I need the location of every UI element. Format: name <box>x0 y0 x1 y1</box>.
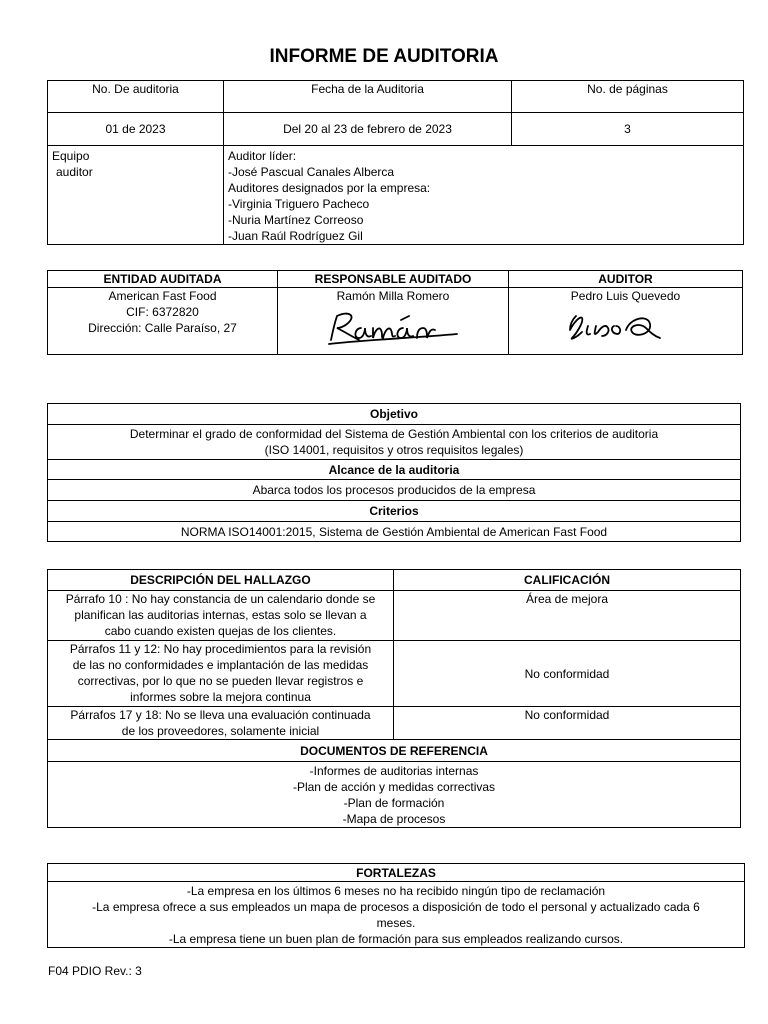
scope-text: Abarca todos los procesos producidos de la empresa <box>48 480 741 501</box>
description-header: DESCRIPCIÓN DEL HALLAZGO <box>48 570 394 591</box>
entity-table <box>47 270 743 355</box>
entity-line: Dirección: Calle Paraíso, 27 <box>88 321 237 335</box>
entity-line: American Fast Food <box>108 289 217 303</box>
audit-team-cell <box>224 146 744 245</box>
finding-row <box>48 707 741 740</box>
rating-header: CALIFICACIÓN <box>394 570 741 591</box>
responsible-signature <box>323 304 463 348</box>
strengths-table <box>47 863 745 948</box>
strength-item: -La empresa ofrece a sus empleados un mapa de procesos a disposición de todo el personal y actualizado cada 6 <box>92 899 700 914</box>
pages-value: 3 <box>512 113 744 146</box>
reference-item: -Plan de formación <box>343 795 445 810</box>
references-list <box>48 762 741 828</box>
audit-header-table <box>47 80 744 245</box>
findings-table <box>47 569 741 828</box>
entity-line: CIF: 6372820 <box>126 305 199 319</box>
objective-text <box>48 425 741 460</box>
strengths-header: FORTALEZAS <box>48 864 745 882</box>
objective-line: Determinar el grado de conformidad del Sistema de Gestión Ambiental con los criterios de auditoria <box>129 427 659 441</box>
auditor-signature <box>556 304 696 348</box>
strength-item: meses. <box>376 915 416 930</box>
team-line: -Nuria Martínez Correoso <box>228 213 364 227</box>
audit-number-header: No. De auditoria <box>48 81 224 113</box>
team-label-line: auditor <box>56 165 93 179</box>
finding-line: correctivas, por lo que no se pueden llevar registros e <box>77 674 364 688</box>
team-label-line: Equipo <box>52 149 90 163</box>
finding-description <box>48 591 394 641</box>
finding-row <box>48 641 741 707</box>
references-header: DOCUMENTOS DE REFERENCIA <box>48 740 741 762</box>
form-code: F04 PDIO Rev.: 3 <box>48 964 142 978</box>
team-line: Auditores designados por la empresa: <box>228 181 431 195</box>
team-line: -Virginia Triguero Pacheco <box>228 197 370 211</box>
auditor-name: Pedro Luis Quevedo <box>570 289 681 303</box>
team-line: -Juan Raúl Rodríguez Gil <box>228 229 363 243</box>
objective-table <box>47 403 741 542</box>
responsible-cell <box>278 288 509 355</box>
finding-row <box>48 591 741 641</box>
strength-item: -La empresa tiene un buen plan de formación para sus empleados realizando cursos. <box>168 931 624 946</box>
entity-cell <box>48 288 278 355</box>
finding-description <box>48 641 394 707</box>
team-label-cell <box>48 146 224 245</box>
objective-header: Objetivo <box>48 404 741 425</box>
responsible-name: Ramón Milla Romero <box>336 289 450 303</box>
team-line: Auditor líder: <box>228 149 297 163</box>
audit-date-header: Fecha de la Auditoria <box>224 81 512 113</box>
finding-line: informes sobre la mejora continua <box>130 690 311 704</box>
auditor-cell <box>509 288 743 355</box>
finding-line: Párrafos 11 y 12: No hay procedimientos para la revisión <box>69 642 372 656</box>
criteria-text: NORMA ISO14001:2015, Sistema de Gestión Ambiental de American Fast Food <box>48 522 741 542</box>
reference-item: -Mapa de procesos <box>342 811 446 826</box>
audit-number-value: 01 de 2023 <box>48 113 224 146</box>
scope-header: Alcance de la auditoria <box>48 460 741 480</box>
finding-line: planifican las auditorias internas, estas solo se llevan a <box>74 608 367 622</box>
finding-rating: No conformidad <box>394 641 741 707</box>
responsible-header: RESPONSABLE AUDITADO <box>278 271 509 288</box>
reference-item: -Informes de auditorias internas <box>309 763 479 778</box>
finding-line: Párrafo 10 : No hay constancia de un calendario donde se <box>65 592 376 606</box>
finding-rating: No conformidad <box>394 707 741 740</box>
strengths-list <box>48 882 745 948</box>
auditor-header: AUDITOR <box>509 271 743 288</box>
finding-line: cabo cuando existen quejas de los clientes. <box>104 624 337 638</box>
finding-line: de las no conformidades e implantación de las medidas <box>72 658 369 672</box>
strength-item: -La empresa en los últimos 6 meses no ha recibido ningún tipo de reclamación <box>186 883 606 898</box>
objective-line: (ISO 14001, requisitos y otros requisitos legales) <box>264 443 524 457</box>
finding-line: Párrafos 17 y 18: No se lleva una evaluación continuada <box>70 708 371 722</box>
entity-header: ENTIDAD AUDITADA <box>48 271 278 288</box>
team-line: -José Pascual Canales Alberca <box>228 165 395 179</box>
pages-header: No. de páginas <box>512 81 744 113</box>
report-title: INFORME DE AUDITORIA <box>269 46 499 67</box>
criteria-header: Criterios <box>48 501 741 522</box>
reference-item: -Plan de acción y medidas correctivas <box>292 779 496 794</box>
finding-description <box>48 707 394 740</box>
finding-rating: Área de mejora <box>394 591 741 641</box>
audit-date-value: Del 20 al 23 de febrero de 2023 <box>224 113 512 146</box>
finding-line: de los proveedores, solamente inicial <box>121 724 320 738</box>
